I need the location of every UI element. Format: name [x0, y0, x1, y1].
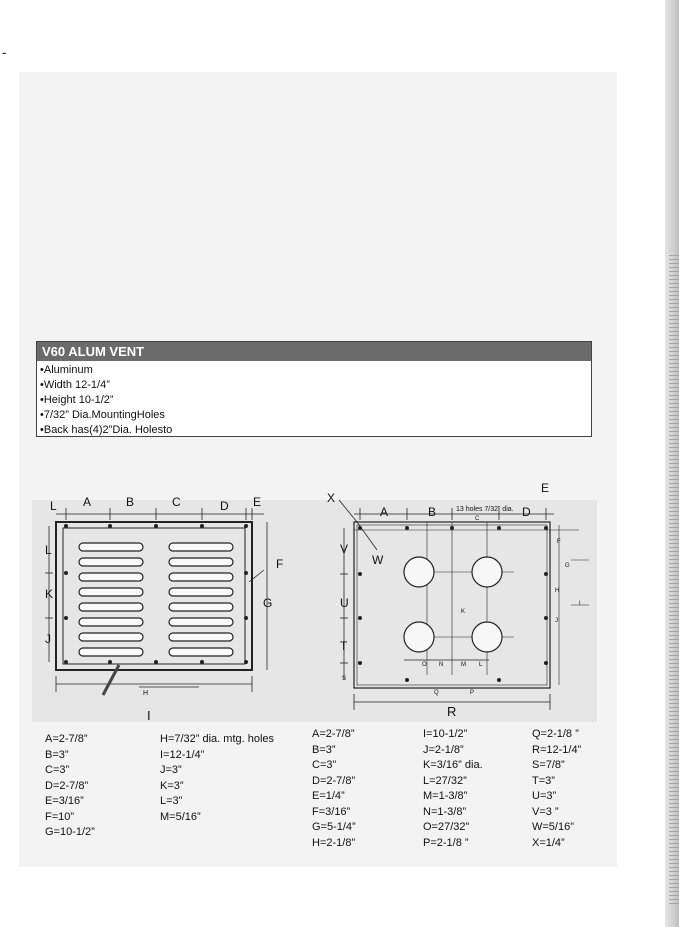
louver	[79, 573, 143, 581]
louver	[79, 648, 143, 656]
label-a: A	[380, 505, 389, 519]
front-dims-col-1	[45, 732, 95, 841]
holes-note: 13 holes 7/32” dia.	[456, 506, 514, 513]
label-t: T	[340, 639, 348, 653]
dim-entry: J=2-1/8”	[423, 743, 464, 756]
dim-entry: V=3 ”	[532, 805, 559, 818]
louver	[79, 543, 143, 551]
dim-entry: I=12-1/4”	[160, 748, 205, 761]
label-l: L	[50, 499, 57, 513]
label-i: I	[579, 601, 581, 607]
label-k: K	[461, 609, 466, 615]
louver	[169, 603, 233, 611]
label-b: B	[428, 505, 437, 519]
label-x: X	[327, 491, 336, 505]
label-w: W	[372, 553, 384, 567]
dim-entry: B=3”	[45, 748, 69, 761]
label-e: E	[253, 495, 262, 509]
dim-entry: X=1/4”	[532, 836, 565, 849]
label-h: H	[555, 588, 560, 594]
label-u: U	[340, 596, 349, 610]
label-o: O	[422, 662, 427, 668]
label-g: G	[263, 596, 273, 610]
dim-entry: M=1-3/8”	[423, 790, 468, 802]
dim-entry: L=27/32”	[423, 774, 467, 787]
spec-box	[36, 341, 592, 437]
dim-entry: K=3/16” dia.	[423, 759, 483, 771]
dim-entry: D=2-7/8”	[312, 774, 356, 787]
label-c: C	[172, 495, 181, 509]
back-hole	[404, 557, 434, 587]
spec-title: V60 ALUM VENT	[37, 342, 591, 361]
dim-entry: G=5-1/4”	[312, 821, 356, 833]
label-j: J	[45, 632, 51, 646]
louver	[79, 603, 143, 611]
label-s: S	[342, 676, 347, 682]
stray-dash: -	[2, 44, 7, 60]
page-edge-stripes	[669, 255, 679, 905]
label-a: A	[83, 495, 92, 509]
label-c: C	[475, 516, 480, 522]
technical-drawings	[19, 470, 599, 725]
louver	[169, 543, 233, 551]
label-p: P	[470, 690, 475, 696]
dim-entry: D=2-7/8”	[45, 779, 89, 792]
spec-item: •Width 12-1/4”	[40, 379, 110, 391]
dim-entry: M=5/16”	[160, 810, 201, 823]
dim-entry: C=3”	[312, 759, 337, 771]
louver	[79, 588, 143, 596]
label-m: M	[461, 662, 466, 668]
label-k: K	[45, 587, 54, 601]
label-r: R	[447, 704, 457, 719]
spec-item: •Height 10-1/2”	[40, 394, 114, 406]
label-l: L	[479, 662, 483, 668]
dim-entry: G=10-1/2”	[45, 826, 95, 838]
dim-entry: I=10-1/2”	[423, 728, 468, 740]
louver	[79, 618, 143, 626]
label-i: I	[147, 708, 151, 723]
dim-entry: H=2-1/8”	[312, 836, 356, 849]
louver	[169, 588, 233, 596]
label-b: B	[126, 495, 135, 509]
label-v: V	[340, 542, 349, 556]
label-d: D	[220, 499, 229, 513]
dim-entry: T=3”	[532, 774, 555, 787]
label-f: F	[276, 557, 284, 571]
louver	[169, 558, 233, 566]
dim-entry: A=2-7/8”	[45, 733, 88, 745]
dim-entry: W=5/16”	[532, 821, 574, 833]
label-e: E	[541, 481, 550, 495]
dim-entry: P=2-1/8 ”	[423, 836, 469, 849]
back-dims-col-3	[532, 727, 581, 851]
label-f: F	[557, 539, 561, 545]
dim-entry: B=3”	[312, 743, 336, 756]
front-dims-col-2	[160, 732, 274, 825]
dim-entry: C=3”	[45, 764, 70, 776]
dim-entry: E=1/4”	[312, 790, 345, 802]
dim-entry: S=7/8”	[532, 759, 565, 771]
label-g: G	[565, 563, 570, 569]
dim-entry: N=1-3/8”	[423, 805, 467, 818]
label-l: L	[45, 543, 52, 557]
louver	[79, 558, 143, 566]
dim-entry: J=3”	[160, 764, 182, 776]
louver	[169, 648, 233, 656]
spec-item: •7/32” Dia.MountingHoles	[40, 409, 165, 421]
back-dims-col-2	[423, 727, 483, 851]
dim-entry: A=2-7/8”	[312, 728, 355, 740]
back-hole	[472, 622, 502, 652]
louver	[79, 633, 143, 641]
spec-list	[40, 363, 591, 438]
back-hole	[404, 622, 434, 652]
dim-entry: F=10”	[45, 810, 75, 823]
louver	[169, 573, 233, 581]
spec-item: •Back has(4)2”Dia. Holesto	[40, 424, 173, 436]
dim-entry: E=3/16”	[45, 795, 84, 807]
label-d: D	[522, 505, 531, 519]
back-dims-col-1	[312, 727, 356, 851]
dim-entry: Q=2-1/8 ”	[532, 728, 579, 740]
dim-entry: F=3/16”	[312, 805, 351, 818]
dim-entry: K=3”	[160, 779, 184, 792]
label-q: Q	[434, 690, 439, 696]
back-hole	[472, 557, 502, 587]
dim-entry: U=3”	[532, 790, 557, 802]
louver	[169, 633, 233, 641]
dim-entry: R=12-1/4”	[532, 743, 582, 756]
label-j: J	[555, 618, 558, 624]
spec-item: •Aluminum	[40, 364, 93, 376]
dim-entry: H=7/32” dia. mtg. holes	[160, 733, 275, 745]
label-n: N	[439, 662, 444, 668]
label-h: H	[143, 690, 149, 697]
louver	[169, 618, 233, 626]
dim-entry: O=27/32”	[423, 821, 470, 833]
dim-entry: L=3”	[160, 795, 183, 807]
